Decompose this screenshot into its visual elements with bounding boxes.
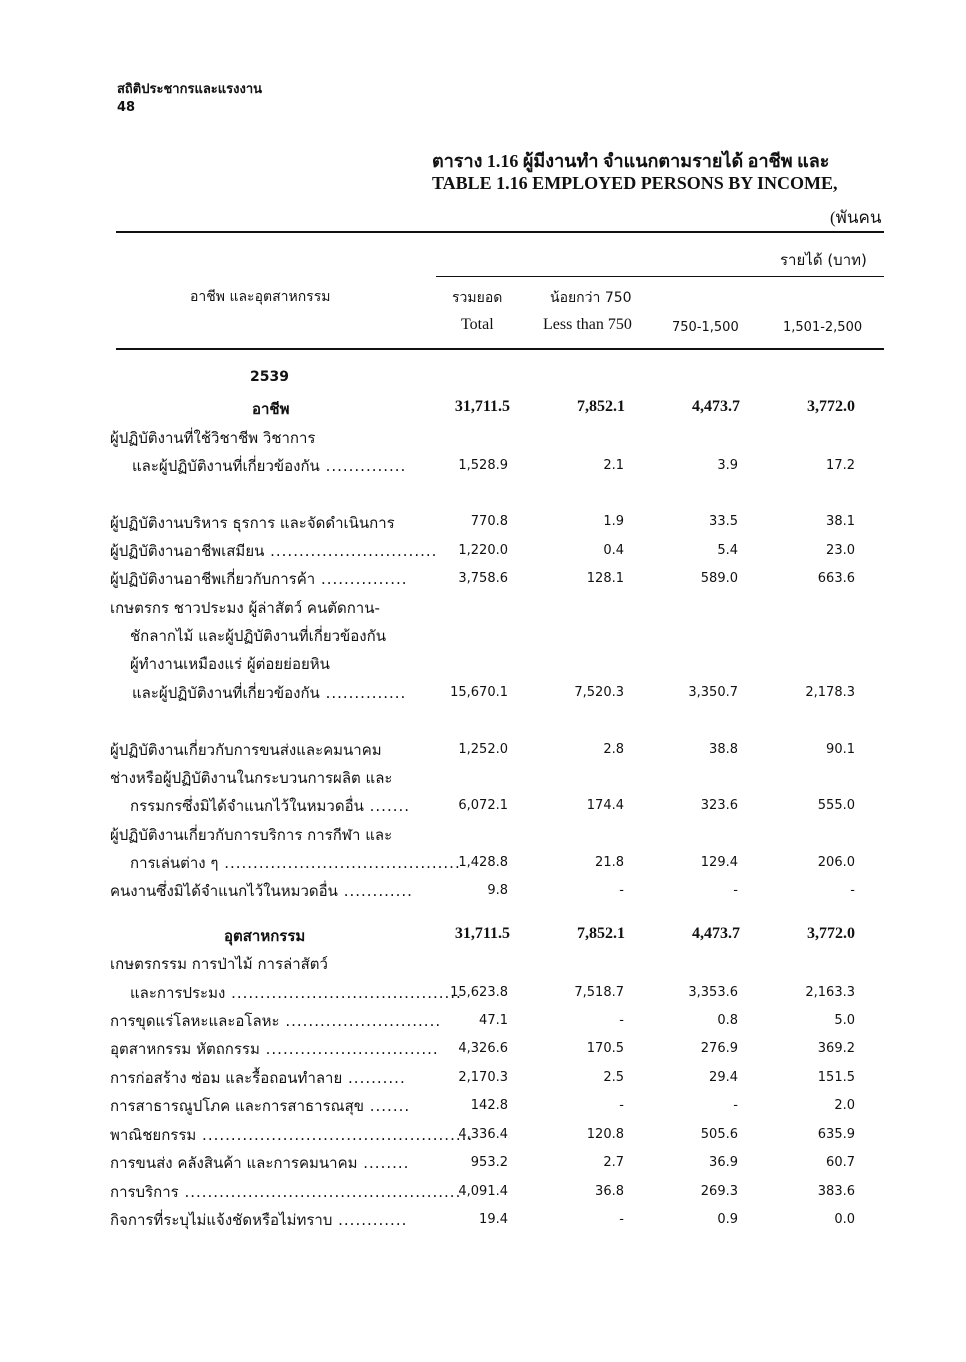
occupation-total-lt750: 7,852.1 xyxy=(577,398,625,415)
cell-lt750: 2.7 xyxy=(603,1155,624,1170)
row-label-text: และการประมง xyxy=(130,984,226,1002)
cell-total: 953.2 xyxy=(470,1155,508,1170)
row-label-text: การเล่นต่าง ๆ xyxy=(130,854,219,872)
cell-750-1500: 0.8 xyxy=(717,1013,738,1028)
row-label: เกษตรกร ชาวประมง ผู้ล่าสัตว์ คนตัดกาน- xyxy=(110,599,380,617)
income-rule xyxy=(436,276,884,277)
row-label-text: ผู้ปฏิบัติงานอาชีพเสมียน xyxy=(110,542,265,560)
row-label: การเล่นต่าง ๆ ......................................... xyxy=(130,854,461,872)
row-label-text: การบริการ xyxy=(110,1183,179,1201)
year-label: 2539 xyxy=(250,369,289,385)
col-750-1500: 750-1,500 xyxy=(672,320,739,335)
cell-lt750: 2.5 xyxy=(603,1070,624,1085)
cell-750-1500: 3.9 xyxy=(717,458,738,473)
industry-total-total: 31,711.5 xyxy=(454,925,510,942)
cell-1501-2500: 555.0 xyxy=(817,798,855,813)
row-label: และผู้ปฏิบัติงานที่เกี่ยวข้องกัน .............. xyxy=(132,684,407,702)
cell-1501-2500: 151.5 xyxy=(817,1070,855,1085)
cell-750-1500: 36.9 xyxy=(709,1155,738,1170)
row-label: คนงานซึ่งมิได้จำแนกไว้ในหมวดอื่น ............ xyxy=(110,882,413,900)
col-lt750-english: Less than 750 xyxy=(543,316,632,333)
cell-1501-2500: 60.7 xyxy=(826,1155,855,1170)
row-label: ผู้ปฏิบัติงานอาชีพเกี่ยวกับการค้า ............... xyxy=(110,570,408,588)
occupation-heading: อาชีพ xyxy=(252,400,290,418)
cell-1501-2500: 206.0 xyxy=(817,855,855,870)
header-bottom-rule xyxy=(116,348,884,350)
cell-750-1500: 3,353.6 xyxy=(688,985,738,1000)
table-title-thai: ตาราง 1.16 ผู้มีงานทำ จำแนกตามรายได้ อาชีพ และ xyxy=(432,151,830,171)
col-total-english: Total xyxy=(461,316,494,333)
cell-1501-2500: 369.2 xyxy=(817,1041,855,1056)
row-label: กิจการที่ระบุไม่แจ้งชัดหรือไม่ทราบ ............ xyxy=(110,1211,408,1229)
cell-750-1500: 3,350.7 xyxy=(688,685,738,700)
row-label: กรรมกรซึ่งมิได้จำแนกไว้ในหมวดอื่น ....... xyxy=(130,797,411,815)
industry-total-1501-2500: 3,772.0 xyxy=(807,925,855,942)
cell-lt750: - xyxy=(619,1098,624,1113)
cell-lt750: 7,520.3 xyxy=(574,685,624,700)
row-label-text: การขุดแร่โลหะและอโลหะ xyxy=(110,1012,280,1030)
cell-750-1500: 33.5 xyxy=(709,514,738,529)
occupation-total-1501-2500: 3,772.0 xyxy=(807,398,855,415)
cell-1501-2500: 2.0 xyxy=(834,1098,855,1113)
cell-lt750: - xyxy=(619,1212,624,1227)
row-label-text: พาณิชยกรรม xyxy=(110,1126,197,1144)
row-header: อาชีพ และอุตสาหกรรม xyxy=(190,289,331,305)
cell-lt750: 36.8 xyxy=(595,1184,624,1199)
row-label: การขนส่ง คลังสินค้า และการคมนาคม ........ xyxy=(110,1154,410,1172)
cell-750-1500: 589.0 xyxy=(700,571,738,586)
row-label: พาณิชยกรรม ............................................... xyxy=(110,1126,474,1144)
col-lt750-thai: น้อยกว่า 750 xyxy=(550,290,632,306)
cell-total: 4,091.4 xyxy=(458,1184,508,1199)
cell-750-1500: 269.3 xyxy=(700,1184,738,1199)
cell-lt750: - xyxy=(619,883,624,898)
cell-total: 47.1 xyxy=(479,1013,508,1028)
row-label: การบริการ ................................................ xyxy=(110,1183,462,1201)
cell-total: 1,428.8 xyxy=(458,855,508,870)
publication-title: สถิติประชากรและแรงงาน xyxy=(117,82,263,97)
cell-1501-2500: 17.2 xyxy=(826,458,855,473)
page-number: 48 xyxy=(117,100,136,115)
col-1501-2500: 1,501-2,500 xyxy=(783,320,863,335)
row-label-text: และผู้ปฏิบัติงานที่เกี่ยวข้องกัน xyxy=(132,457,320,475)
occupation-total-total: 31,711.5 xyxy=(454,398,510,415)
row-label: ช่างหรือผู้ปฏิบัติงานในกระบวนการผลิต และ xyxy=(110,769,393,787)
cell-lt750: 2.8 xyxy=(603,742,624,757)
cell-1501-2500: 635.9 xyxy=(817,1127,855,1142)
cell-1501-2500: 2,163.3 xyxy=(805,985,855,1000)
cell-total: 2,170.3 xyxy=(458,1070,508,1085)
cell-total: 1,252.0 xyxy=(458,742,508,757)
row-label-text: การขนส่ง คลังสินค้า และการคมนาคม xyxy=(110,1154,358,1172)
cell-1501-2500: 90.1 xyxy=(826,742,855,757)
cell-lt750: 21.8 xyxy=(595,855,624,870)
cell-750-1500: 29.4 xyxy=(709,1070,738,1085)
cell-lt750: 128.1 xyxy=(586,571,624,586)
cell-lt750: 1.9 xyxy=(603,514,624,529)
cell-total: 6,072.1 xyxy=(458,798,508,813)
row-label: ผู้ปฏิบัติงานเกี่ยวกับการขนส่งและคมนาคม xyxy=(110,741,382,759)
cell-750-1500: - xyxy=(733,883,738,898)
cell-750-1500: - xyxy=(733,1098,738,1113)
cell-total: 9.8 xyxy=(487,883,508,898)
row-label: ชักลากไม้ และผู้ปฏิบัติงานที่เกี่ยวข้องกัน xyxy=(130,627,386,645)
row-label-text: อุตสาหกรรม หัตถกรรม xyxy=(110,1040,260,1058)
cell-1501-2500: 663.6 xyxy=(817,571,855,586)
cell-750-1500: 0.9 xyxy=(717,1212,738,1227)
cell-1501-2500: 2,178.3 xyxy=(805,685,855,700)
cell-lt750: 120.8 xyxy=(586,1127,624,1142)
cell-lt750: 0.4 xyxy=(603,543,624,558)
row-label-text: การสาธารณูปโภค และการสาธารณสุข xyxy=(110,1097,364,1115)
cell-1501-2500: - xyxy=(850,883,855,898)
cell-total: 15,623.8 xyxy=(450,985,508,1000)
cell-lt750: 7,518.7 xyxy=(574,985,624,1000)
cell-750-1500: 5.4 xyxy=(717,543,738,558)
top-rule xyxy=(116,231,884,233)
cell-total: 4,326.6 xyxy=(458,1041,508,1056)
cell-total: 15,670.1 xyxy=(450,685,508,700)
cell-1501-2500: 38.1 xyxy=(826,514,855,529)
col-total-thai: รวมยอด xyxy=(452,290,503,306)
cell-750-1500: 505.6 xyxy=(700,1127,738,1142)
cell-total: 3,758.6 xyxy=(458,571,508,586)
cell-1501-2500: 23.0 xyxy=(826,543,855,558)
industry-total-750-1500: 4,473.7 xyxy=(692,925,740,942)
industry-heading: อุตสาหกรรม xyxy=(224,927,306,945)
cell-1501-2500: 0.0 xyxy=(834,1212,855,1227)
table-title-english: TABLE 1.16 EMPLOYED PERSONS BY INCOME, xyxy=(432,173,838,193)
cell-total: 4,336.4 xyxy=(458,1127,508,1142)
row-label: อุตสาหกรรม หัตถกรรม .............................. xyxy=(110,1040,439,1058)
row-label-text: ผู้ปฏิบัติงานอาชีพเกี่ยวกับการค้า xyxy=(110,570,316,588)
row-label: การก่อสร้าง ซ่อม และรื้อถอนทำลาย .......... xyxy=(110,1069,406,1087)
occupation-total-750-1500: 4,473.7 xyxy=(692,398,740,415)
row-label: และการประมง ........................................ xyxy=(130,984,462,1002)
row-label-text: คนงานซึ่งมิได้จำแนกไว้ในหมวดอื่น xyxy=(110,882,338,900)
row-label: ผู้ปฏิบัติงานอาชีพเสมียน ............................. xyxy=(110,542,438,560)
cell-lt750: 170.5 xyxy=(586,1041,624,1056)
row-label-text: กรรมกรซึ่งมิได้จำแนกไว้ในหมวดอื่น xyxy=(130,797,364,815)
row-label-text: การก่อสร้าง ซ่อม และรื้อถอนทำลาย xyxy=(110,1069,343,1087)
cell-750-1500: 129.4 xyxy=(700,855,738,870)
cell-750-1500: 276.9 xyxy=(700,1041,738,1056)
cell-1501-2500: 5.0 xyxy=(834,1013,855,1028)
income-group-header: รายได้ (บาท) xyxy=(780,251,867,269)
cell-1501-2500: 383.6 xyxy=(817,1184,855,1199)
row-label: ผู้ปฏิบัติงานบริหาร ธุรการ และจัดดำเนินการ xyxy=(110,514,395,532)
row-label: ผู้ปฏิบัติงานเกี่ยวกับการบริการ การกีฬา และ xyxy=(110,826,393,844)
row-label: การขุดแร่โลหะและอโลหะ ........................... xyxy=(110,1012,442,1030)
cell-total: 142.8 xyxy=(470,1098,508,1113)
cell-total: 770.8 xyxy=(470,514,508,529)
row-label: เกษตรกรรม การป่าไม้ การล่าสัตว์ xyxy=(110,955,328,973)
cell-lt750: - xyxy=(619,1013,624,1028)
row-label: ผู้ทำงานเหมืองแร่ ผู้ต่อยย่อยหิน xyxy=(130,655,330,673)
row-label: ผู้ปฏิบัติงานที่ใช้วิชาชีพ วิชาการ xyxy=(110,429,316,447)
row-label: และผู้ปฏิบัติงานที่เกี่ยวข้องกัน .............. xyxy=(132,457,407,475)
row-label-text: กิจการที่ระบุไม่แจ้งชัดหรือไม่ทราบ xyxy=(110,1211,333,1229)
unit-label: (พันคน xyxy=(830,208,882,227)
cell-total: 1,220.0 xyxy=(458,543,508,558)
cell-lt750: 2.1 xyxy=(603,458,624,473)
cell-750-1500: 323.6 xyxy=(700,798,738,813)
industry-total-lt750: 7,852.1 xyxy=(577,925,625,942)
cell-total: 1,528.9 xyxy=(458,458,508,473)
cell-lt750: 174.4 xyxy=(586,798,624,813)
cell-total: 19.4 xyxy=(479,1212,508,1227)
row-label: การสาธารณูปโภค และการสาธารณสุข ....... xyxy=(110,1097,411,1115)
cell-750-1500: 38.8 xyxy=(709,742,738,757)
row-label-text: และผู้ปฏิบัติงานที่เกี่ยวข้องกัน xyxy=(132,684,320,702)
